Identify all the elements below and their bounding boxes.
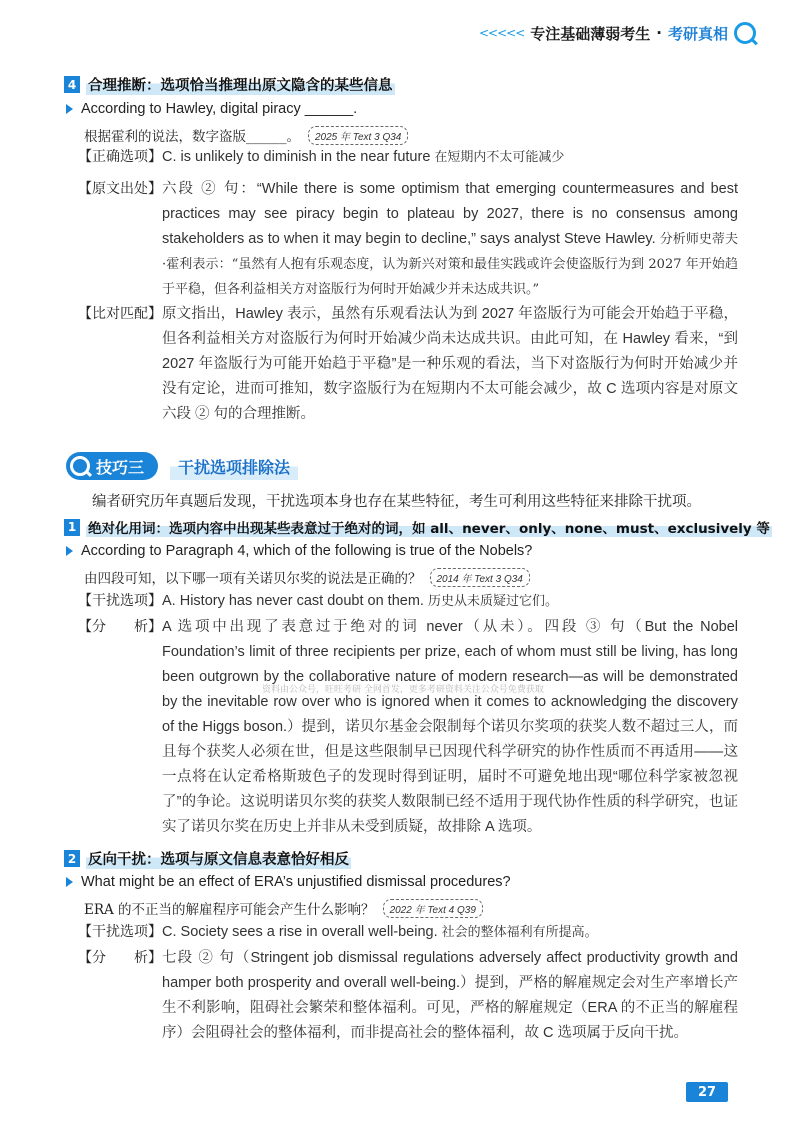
distractor-label: 【干扰选项】 <box>78 593 162 609</box>
watermark: 资料由公众号，旺旺考研 全网首发，更多考研资料关注公众号免费获取 <box>262 685 544 695</box>
section-title: 反向干扰：选项与原文信息表意恰好相反 <box>86 848 351 869</box>
triangle-bullet-icon <box>66 877 73 887</box>
section-heading <box>64 74 395 95</box>
header-dot: · <box>656 24 662 42</box>
answer-row <box>78 145 738 170</box>
distractor-text: A. History has never cast doubt on them. <box>162 593 424 609</box>
arrows-icon: <<<<< <box>478 26 525 40</box>
question-cn: 根据霍利的说法，数字盗版______。 <box>84 129 300 145</box>
answer-text: C. is unlikely to diminish in the near future <box>162 149 431 165</box>
distractor-row <box>78 589 738 614</box>
analysis-row <box>78 946 738 1046</box>
question-text: According to Paragraph 4, which of the following is true of the Nobels? <box>81 543 533 559</box>
technique-badge-label: 技巧三 <box>96 457 145 477</box>
section-number: 4 <box>64 76 80 93</box>
distractor-cn: 历史从未质疑过它们。 <box>427 594 558 609</box>
header-accent: 考研真相 <box>667 24 728 43</box>
analysis-text: A 选项中出现了表意过于绝对的词 never（从未）。四段 ③ 句（But the Nobel Foundation’s limit of three recipients per prize, each of whom must still be living, has long been outgrown by the collaborative nature of modern research—as will be demonstrated by the inevitable row over who is ignored when it comes to acknowledging the discovery of the Higgs boson.）提到，诺贝尔基金会限制每个诺贝尔奖项的获奖人数不超过三人，而且每个获奖人必须在世，但是这些限制早已因现代科学研究的协作性质而不再适用——这一点将在认定希格斯玻色子的发现时得到证明，届时不可避免地出现“哪位科学家被忽视了”的争论。这说明诺贝尔奖的获奖人数限制已经不适用于现代协作性质的科学研究，也证实了诺贝尔奖在历史上并非从未受到质疑，故排除 A 选项。 <box>162 619 738 835</box>
distractor-text: C. Society sees a rise in overall well-being. <box>162 924 438 940</box>
section-number: 1 <box>64 519 80 536</box>
section-heading <box>64 517 772 537</box>
distractor-cn: 社会的整体福利有所提高。 <box>441 925 598 940</box>
triangle-bullet-icon <box>66 104 73 114</box>
question-line <box>66 101 357 117</box>
analysis-label: 【分 析】 <box>78 619 162 635</box>
question-translation <box>84 125 408 145</box>
question-translation <box>84 898 483 918</box>
technique-banner <box>66 452 298 480</box>
question-line <box>66 543 532 559</box>
technique-badge <box>66 452 158 480</box>
compare-text: 原文指出，Hawley 表示，虽然有乐观看法认为到 2027 年盗版行为可能会开始趋于平稳，但各利益相关方对盗版行为何时开始减少尚未达成共识。由此可知，在 Hawley 看来，“到 2027 年盗版行为可能开始趋于平稳”是一种乐观的看法，当下对盗版行为何时开始减少并没有定论，进而可推知，数字盗版行为在短期内不太可能会减少，故 C 选项内容是对原文六段 ② 句的合理推断。 <box>162 306 738 422</box>
exam-tag: 2022 年 Text 4 Q39 <box>383 899 483 918</box>
distractor-row <box>78 920 738 945</box>
analysis-text: 七段 ② 句（Stringent job dismissal regulations adversely affect productivity growth and hamper both prosperity and overall well-being.）提到，严格的解雇规定会对生产率增长产生不利影响，阻碍社会繁荣和整体福利。可见，严格的解雇规定（ERA 的不正当的解雇程序）会阻碍社会的整体福利，而非提高社会的整体福利，故 C 选项属于反向干扰。 <box>162 950 738 1041</box>
header-text: 专注基础薄弱考生 <box>530 24 651 43</box>
magnifier-logo-icon <box>734 22 756 44</box>
technique-title: 干扰选项排除法 <box>170 453 298 480</box>
page-header <box>479 22 756 44</box>
exam-tag: 2014 年 Text 3 Q34 <box>430 568 530 587</box>
answer-label: 【正确选项】 <box>78 149 162 165</box>
analysis-row <box>78 615 738 840</box>
question-cn: ERA 的不正当的解雇程序可能会产生什么影响？ <box>84 902 375 918</box>
source-en: 六段 ② 句：“While there is some optimism that emerging countermeasures and best practices may see piracy begin to plateau by 2027, there is no consensus among stakeholders as to when it may begin to decline,” says analyst Steve Hawley. <box>162 181 738 247</box>
source-row <box>78 177 738 302</box>
question-translation <box>84 567 530 587</box>
triangle-bullet-icon <box>66 546 73 556</box>
question-cn: 由四段可知，以下哪一项有关诺贝尔奖的说法是正确的？ <box>84 571 422 587</box>
compare-label: 【比对匹配】 <box>78 306 162 322</box>
page-number: 27 <box>686 1082 728 1102</box>
answer-cn: 在短期内不太可能减少 <box>434 150 565 165</box>
technique-intro: 编者研究历年真题后发现，干扰选项本身也存在某些特征，考生可利用这些特征来排除干扰项。 <box>92 494 701 510</box>
analysis-label: 【分 析】 <box>78 950 162 966</box>
exam-tag: 2025 年 Text 3 Q34 <box>308 126 408 145</box>
section-number: 2 <box>64 850 80 867</box>
distractor-label: 【干扰选项】 <box>78 924 162 940</box>
compare-row <box>78 302 738 427</box>
section-title: 合理推断：选项恰当推理出原文隐含的某些信息 <box>86 74 395 95</box>
source-label: 【原文出处】 <box>78 181 162 197</box>
source-cn: 分析师史蒂夫·霍利表示：“虽然有人抱有乐观态度，认为新兴对策和最佳实践或许会使盗版行为到 2027 年开始趋于平稳，但各利益相关方对盗版行为何时开始减少并未达成共识。” <box>162 232 738 297</box>
magnifier-icon <box>70 456 90 476</box>
question-text: According to Hawley, digital piracy ______. <box>81 101 358 117</box>
question-line <box>66 874 511 890</box>
question-text: What might be an effect of ERA’s unjustified dismissal procedures? <box>81 874 511 890</box>
section-heading <box>64 848 351 869</box>
section-title: 绝对化用词：选项内容中出现某些表意过于绝对的词，如 all、never、only、none、must、exclusively 等 <box>86 517 772 537</box>
